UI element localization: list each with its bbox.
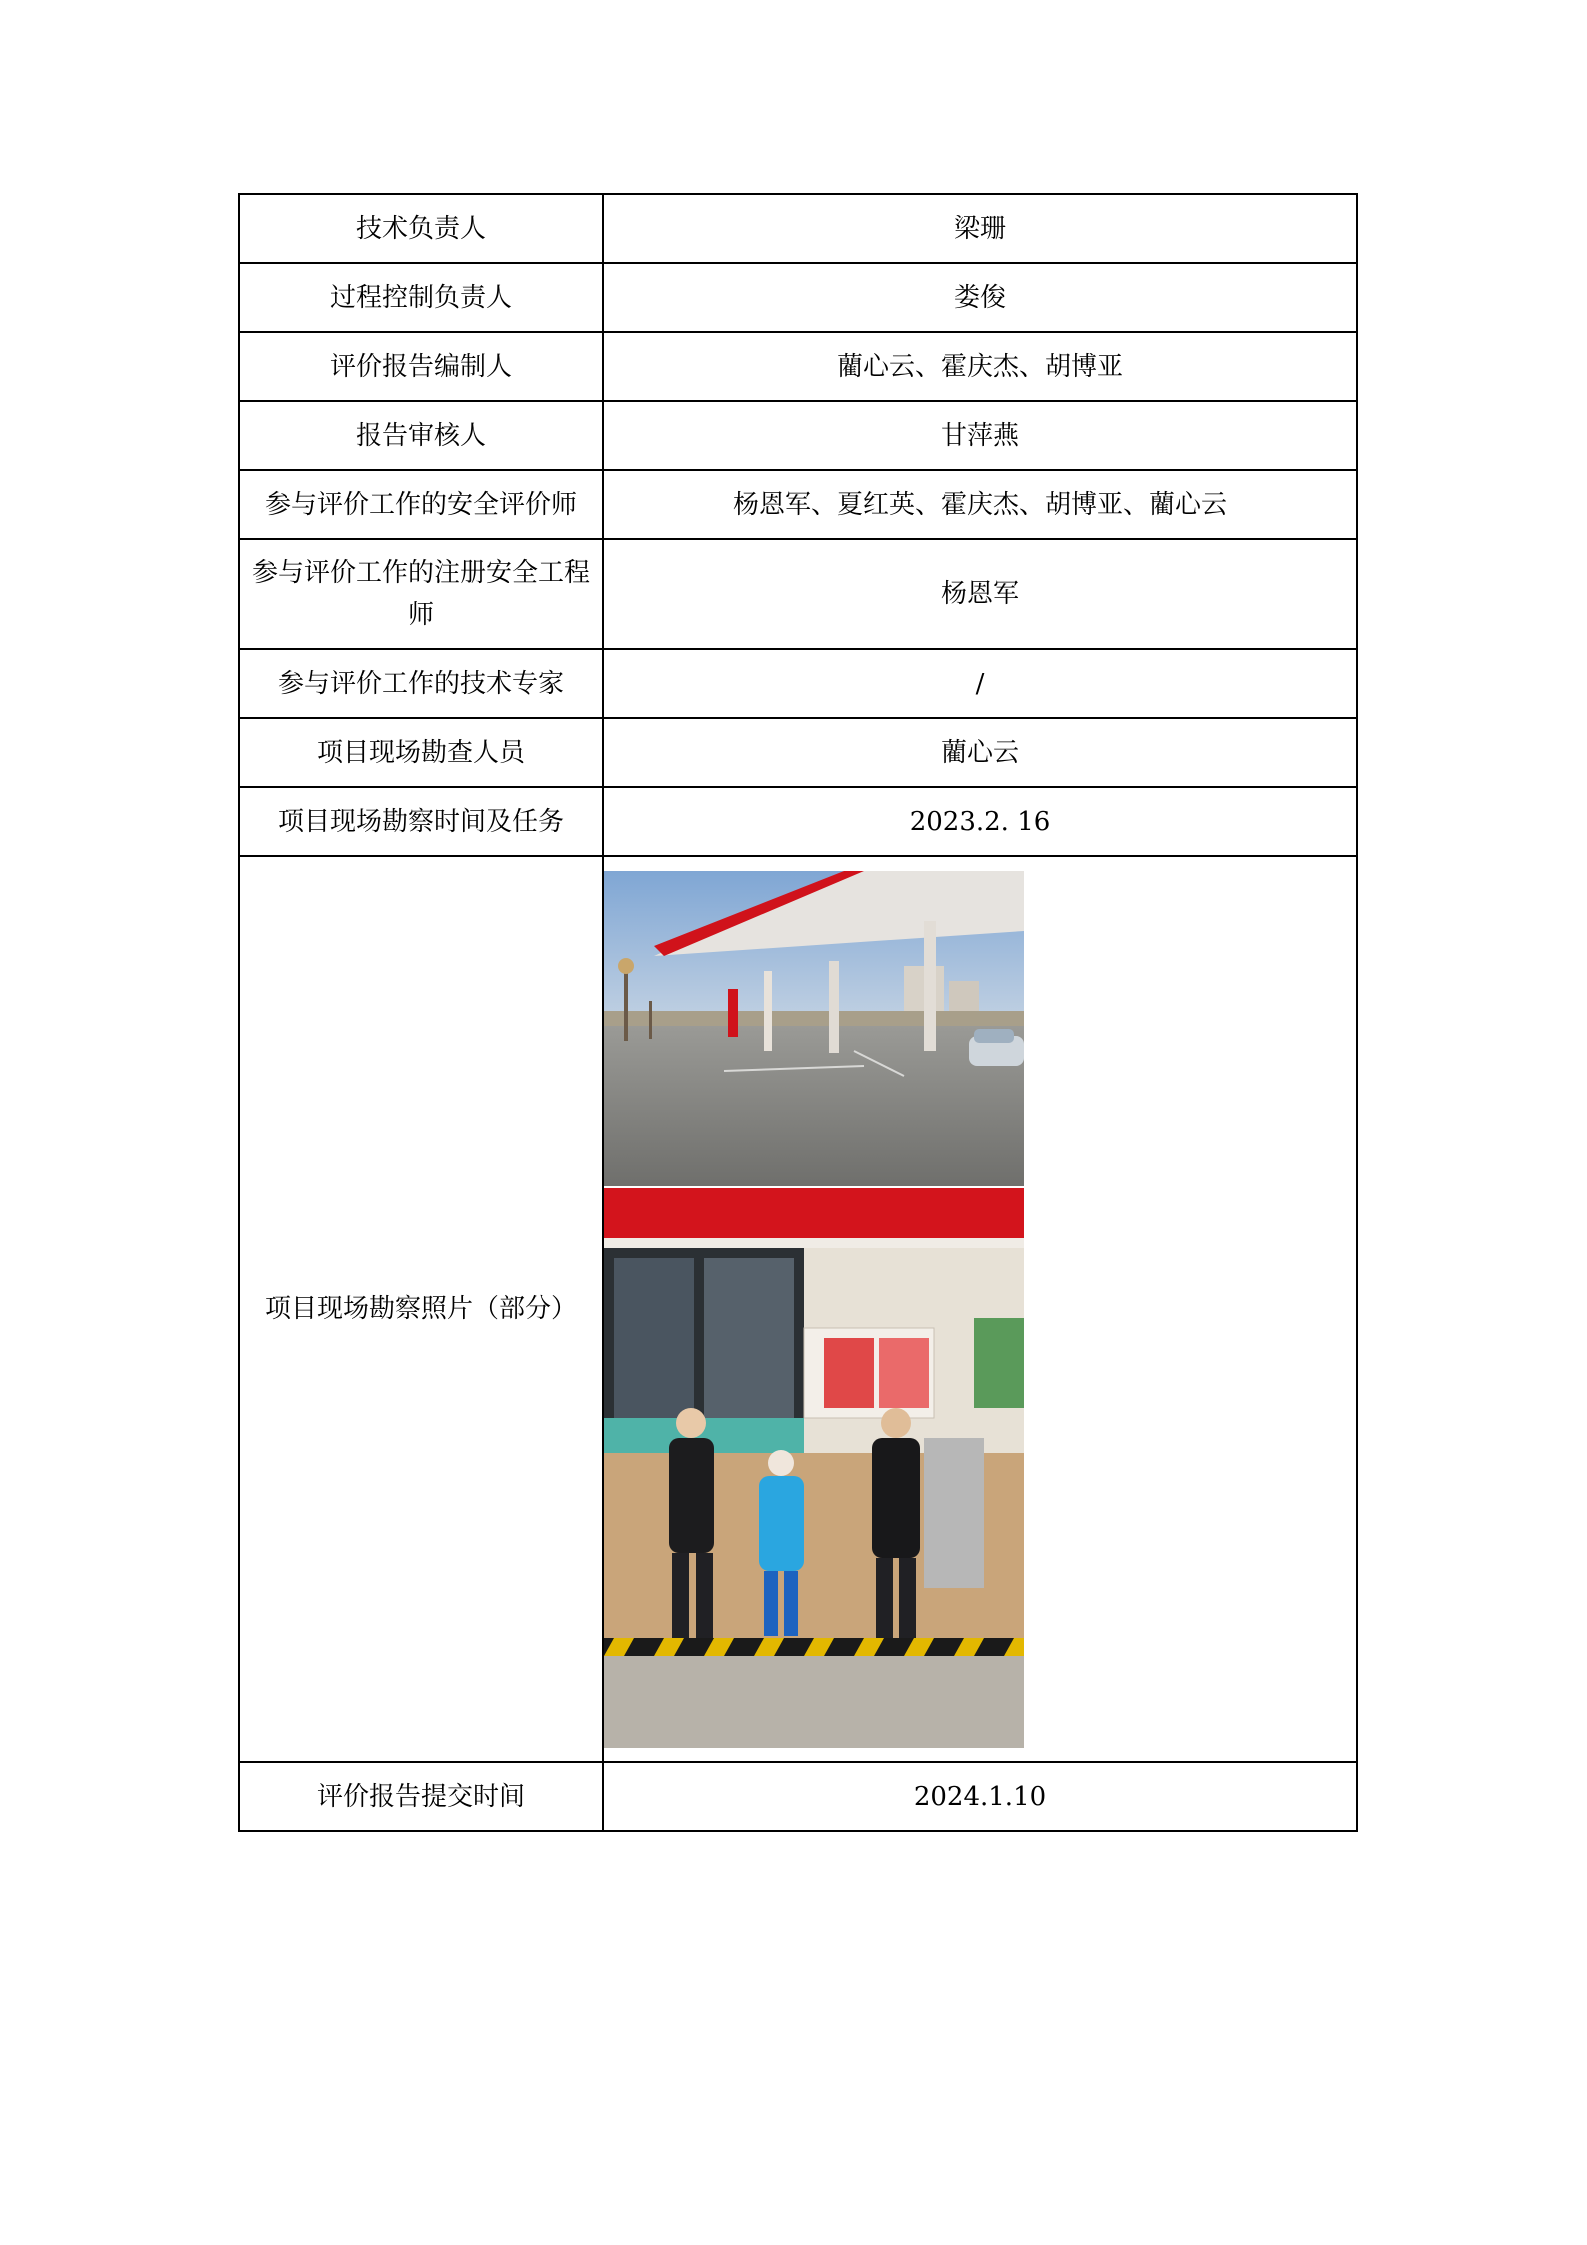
row-value: 藺心云、霍庆杰、胡博亚 <box>603 332 1357 401</box>
table-row <box>239 194 1357 263</box>
row-value: 2024.1.10 <box>603 1762 1357 1831</box>
row-label: 项目现场勘察时间及任务 <box>239 787 603 856</box>
row-label: 项目现场勘察照片（部分） <box>239 856 603 1762</box>
row-value: 杨恩军 <box>603 539 1357 649</box>
row-label: 参与评价工作的安全评价师 <box>239 470 603 539</box>
row-value: / <box>603 649 1357 718</box>
table-row <box>239 649 1357 718</box>
row-value: 甘萍燕 <box>603 401 1357 470</box>
table-row <box>239 1762 1357 1831</box>
row-label: 项目现场勘查人员 <box>239 718 603 787</box>
row-value: 杨恩军、夏红英、霍庆杰、胡博亚、藺心云 <box>603 470 1357 539</box>
row-label: 评价报告编制人 <box>239 332 603 401</box>
row-label: 报告审核人 <box>239 401 603 470</box>
gas-station-canopy-photo <box>604 871 1024 1186</box>
table-row <box>239 401 1357 470</box>
table-row <box>239 718 1357 787</box>
table-row <box>239 470 1357 539</box>
table-row <box>239 263 1357 332</box>
photo-row <box>239 856 1357 1762</box>
row-label: 评价报告提交时间 <box>239 1762 603 1831</box>
row-label: 参与评价工作的注册安全工程师 <box>239 539 603 649</box>
photo-cell <box>603 856 1357 1762</box>
row-value: 2023.2. 16 <box>603 787 1357 856</box>
table-row <box>239 787 1357 856</box>
table-row <box>239 539 1357 649</box>
row-label: 过程控制负责人 <box>239 263 603 332</box>
row-label: 技术负责人 <box>239 194 603 263</box>
personnel-table <box>238 193 1358 1832</box>
row-value: 藺心云 <box>603 718 1357 787</box>
row-value: 娄俊 <box>603 263 1357 332</box>
row-value: 梁珊 <box>603 194 1357 263</box>
table-row <box>239 332 1357 401</box>
site-survey-team-photo <box>604 1188 1024 1748</box>
row-label: 参与评价工作的技术专家 <box>239 649 603 718</box>
